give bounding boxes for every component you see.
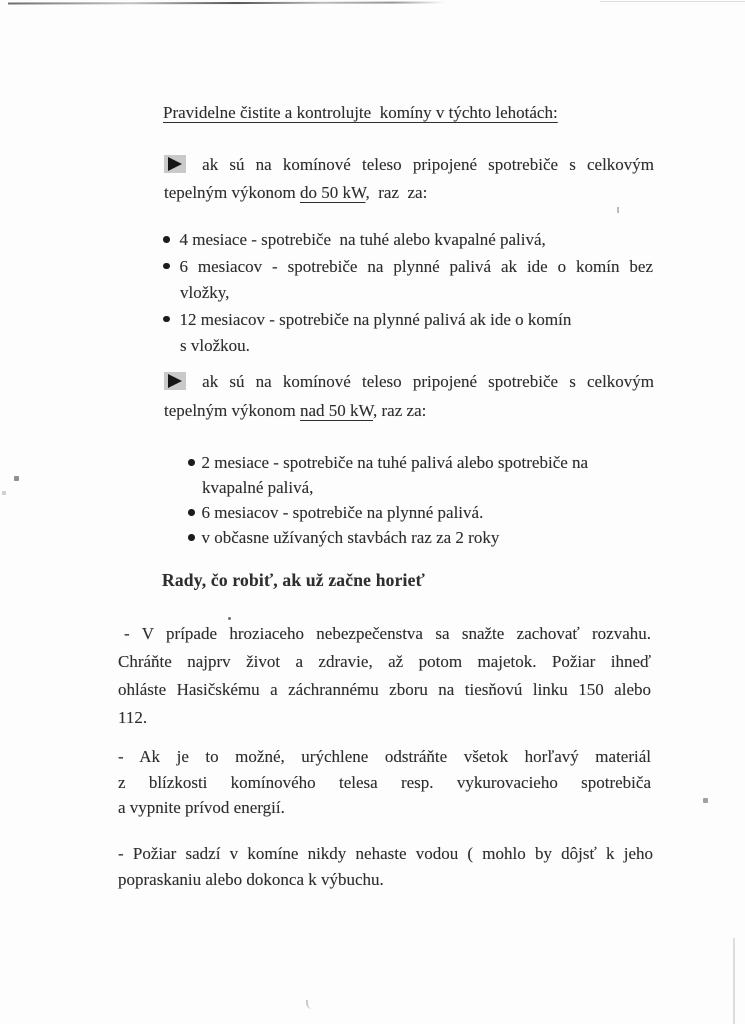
list-item-text: 6 mesiacov - spotrebiče na plynné palivá. (201, 503, 484, 522)
paragraph-line: - V prípade hroziaceho nebezpečenstva sa snažte zachovať rozvahu. (124, 624, 651, 643)
list-item-continuation (188, 475, 653, 500)
section-over-50kw (164, 367, 654, 425)
paragraph-text: ak sú na komínové teleso pripojené spotrebiče s celkovým (202, 372, 655, 391)
arrow-bullet-icon (164, 155, 186, 173)
advice-paragraph-2 (118, 744, 651, 821)
list-item (163, 227, 653, 254)
paragraph-line: popraskaniu alebo dokonca k výbuchu. (118, 870, 384, 889)
paragraph-line: ohláste Hasičskému a záchrannému zboru na tiesňovú linku 150 alebo (118, 680, 651, 699)
bullet-icon (163, 263, 170, 270)
underlined-text: do 50 kW (299, 183, 366, 202)
paragraph-text: ak sú na komínové teleso pripojené spotrebiče s celkovým (202, 155, 655, 174)
bullet-list-under-50kw (163, 227, 653, 360)
paragraph-line: Chráňte najprv život a zdravie, až potom majetok. Požiar ihneď (118, 652, 651, 671)
paragraph-line: 112. (118, 708, 148, 727)
paragraph-text: tepelným výkonom (164, 183, 300, 202)
paragraph-line (164, 396, 654, 425)
section-under-50kw (164, 151, 654, 207)
scan-edge-artifact (733, 938, 735, 1024)
paragraph-line: - Ak je to možné, urýchlene odstráňte všetok horľavý materiál (118, 747, 651, 766)
scan-edge-artifact (600, 1, 745, 2)
bullet-icon (188, 459, 195, 466)
paragraph-text: , raz za: (365, 183, 428, 202)
scan-speck (703, 798, 708, 803)
underlined-text: nad 50 kW (299, 401, 374, 420)
bullet-icon (188, 534, 195, 541)
bullet-icon (163, 316, 170, 323)
list-item-text: 2 mesiace - spotrebiče na tuhé palivá alebo spotrebiče na (201, 453, 589, 472)
document-title: Pravidelne čistite a kontrolujte komíny v týchto lehotách: (163, 103, 558, 122)
list-item-text: vložky, (180, 283, 230, 302)
list-item-continuation (163, 280, 653, 307)
list-item (163, 307, 653, 334)
list-item-text: 4 mesiace - spotrebiče na tuhé alebo kvapalné palivá, (179, 230, 546, 249)
paragraph-line: - Požiar sadzí v komíne nikdy nehaste vodou ( mohlo by dôjsť k jeho (118, 844, 653, 863)
paragraph-text: tepelným výkonom (164, 401, 300, 420)
paragraph-line (164, 367, 654, 396)
bullet-list-over-50kw (188, 450, 653, 550)
arrow-bullet-icon (164, 372, 186, 390)
scan-edge-artifact (8, 2, 445, 5)
list-item (188, 450, 653, 475)
bullet-icon (188, 509, 195, 516)
list-item (163, 254, 653, 281)
list-item-text: 6 mesiacov - spotrebiče na plynné palivá ak ide o komín bez (179, 256, 653, 276)
scan-speck (2, 491, 6, 495)
list-item (188, 525, 653, 550)
list-item-text: 12 mesiacov - spotrebiče na plynné palivá ak ide o komín (179, 309, 572, 329)
paragraph-line (164, 151, 654, 179)
scan-speck (306, 1000, 314, 1009)
paragraph-line (164, 179, 654, 207)
paragraph-line: z blízkosti komínového telesa resp. vykurovacieho spotrebiča (118, 772, 651, 792)
advice-paragraph-3 (118, 841, 653, 893)
list-item-text: kvapalné palivá, (202, 478, 314, 497)
list-item-continuation (163, 333, 653, 360)
scan-speck (14, 476, 19, 481)
paragraph-text: , raz za: (373, 401, 427, 420)
advice-paragraph-1 (118, 620, 651, 732)
list-item-text: v občasne užívaných stavbách raz za 2 roky (201, 528, 500, 547)
list-item (188, 500, 653, 525)
paragraph-line: a vypnite prívod energií. (118, 798, 285, 817)
list-item-text: s vložkou. (180, 336, 250, 355)
advice-heading: Rady, čo robiť, ak už začne horieť (162, 570, 425, 590)
scan-speck (617, 207, 619, 213)
bullet-icon (163, 236, 170, 243)
